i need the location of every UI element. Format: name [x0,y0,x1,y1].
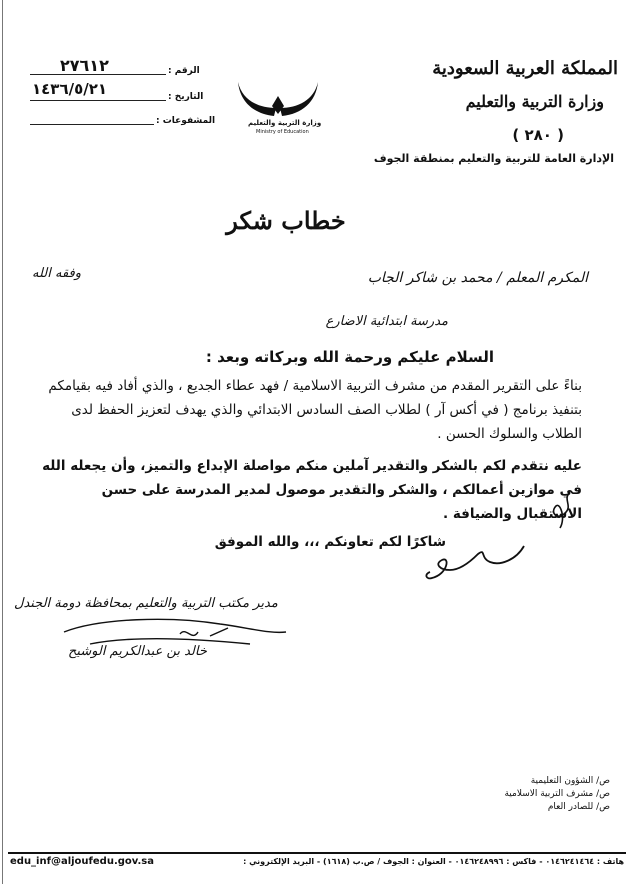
copies-list [504,775,610,814]
ministry-code: ( ٢٨٠ ) [512,126,564,144]
signatory-title: مدير مكتب التربية والتعليم بمحافظة دومة الجندل [14,596,278,611]
date-underline [30,100,166,101]
letter-title: خطاب شكر [226,206,346,235]
copy-line: ص/ مشرف التربية الاسلامية [504,789,610,799]
copy-line: ص/ للصادر العام [547,802,610,812]
closing-phrase: وفقه الله [32,266,82,281]
copy-line: ص/ الشؤون التعليمية [530,776,610,786]
ministry-name: وزارة التربية والتعليم [465,92,604,111]
attachments-label: المشفوعات : [156,116,216,126]
body-paragraph-1: بناءً على التقرير المقدم من مشرف التربية الاسلامية / فهد عطاء الجديع ، والذي أفاد فيه بقيامكم بتنفيذ برنامج ( في أكس آر ) لطلاب الصف السادس الابتدائي والذي يهدف لتعزيز الحفظ لدى الطلاب والسلوك الحسن . [48,378,582,442]
letter-number-label: الرقم : [168,66,200,76]
footer-email: edu_inf@aljoufedu.gov.sa [10,856,154,867]
directorate-name: الإدارة العامة للتربية والتعليم بمنطقة الجوف [373,152,614,165]
greeting: السلام عليكم ورحمة الله وبركاته وبعد : [205,348,494,366]
logo-text-english: Ministry of Education [256,129,309,135]
kingdom-name: المملكة العربية السعودية [432,58,618,79]
school-name: مدرسة ابتدائية الاضارع [325,314,448,329]
closing-thanks: شاكرًا لكم تعاونكم ،،، والله الموفق [214,534,446,550]
ministry-logo-icon [232,78,324,136]
body-paragraph-2: عليه نتقدم لكم بالشكر والتقدير آملين منكم مواصلة الإبداع والتميز، وأن يجعله الله في موازين أعمالكم ، والشكر والتقدير موصول لمدير المدرسة على حسن الاستقبال والضيافة . [42,458,582,522]
letter-date-value: ١٤٣٦/٥/٢١ [32,80,108,98]
number-underline [30,74,166,75]
initials-scribble-icon [540,488,580,532]
recipient-line: المكرم المعلم / محمد بن شاكر الجاب [367,270,588,286]
footer-divider [8,852,626,854]
attachments-underline [30,124,154,125]
signature-scribble-icon [420,540,530,588]
page-left-edge [2,0,3,884]
footer-contact: هاتف : ٠١٤٦٢٤١٤٦٤ - فاكس : ٠١٤٦٢٤٨٩٩٦ - العنوان : الجوف / ص.ب (١٦١٨) - البريد الإلكتروني : [243,857,624,866]
letter-number-value: ٢٧٦١٢ [60,56,109,75]
signatory-name: خالد بن عبدالكريم الوشيح [68,644,207,659]
letter-date-label: التاريخ : [168,92,204,102]
logo-text-arabic: وزارة التربية والتعليم [248,119,322,127]
